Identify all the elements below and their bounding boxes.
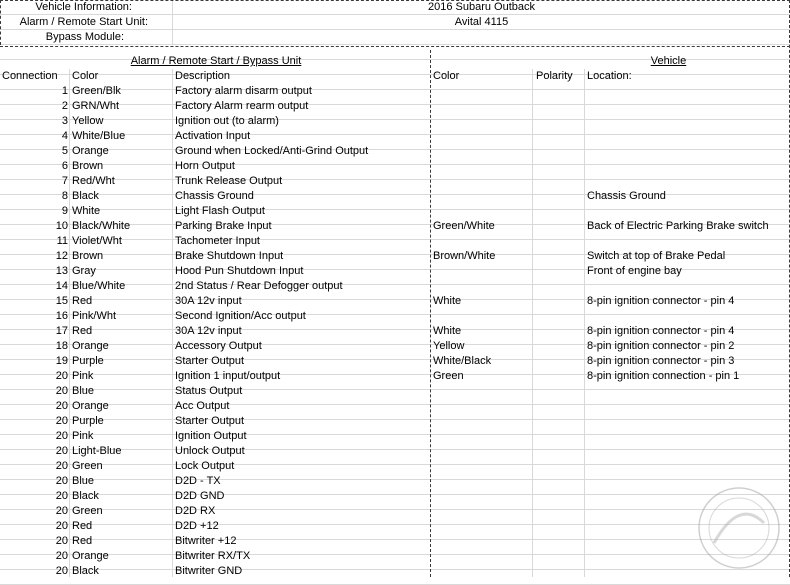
cell-location[interactable]: [587, 99, 787, 114]
cell-polarity[interactable]: [536, 189, 584, 204]
cell-location[interactable]: [587, 234, 787, 249]
cell-vehicle-color[interactable]: [433, 429, 531, 444]
cell-description[interactable]: Bitwriter RX/TX: [175, 550, 251, 562]
col-header-location: Location:: [587, 70, 632, 82]
cell-color[interactable]: Black/White: [72, 220, 131, 232]
cell-location[interactable]: Front of engine bay: [587, 265, 682, 277]
column-gridline: [69, 69, 70, 577]
cell-location[interactable]: Switch at top of Brake Pedal: [587, 250, 726, 262]
cell-location[interactable]: [587, 114, 787, 129]
cell-polarity[interactable]: [536, 249, 584, 264]
cell-location[interactable]: [587, 204, 787, 219]
cell-connection[interactable]: 5: [61, 145, 68, 157]
cell-color[interactable]: Brown: [72, 250, 104, 262]
cell-polarity[interactable]: [536, 324, 584, 339]
cell-color[interactable]: Orange: [72, 550, 109, 562]
cell-description[interactable]: D2D - TX: [175, 475, 221, 487]
cell-description[interactable]: Parking Brake Input: [175, 220, 272, 232]
cell-color[interactable]: Red: [72, 535, 93, 547]
cell-location[interactable]: [587, 414, 787, 429]
cell-color[interactable]: Green: [72, 505, 103, 517]
cell-polarity[interactable]: [536, 339, 584, 354]
cell-description[interactable]: 30A 12v input: [175, 325, 242, 337]
cell-connection[interactable]: 10: [55, 220, 68, 232]
cell-connection[interactable]: 8: [61, 190, 68, 202]
column-gridline: [584, 69, 585, 577]
cell-color[interactable]: Pink: [72, 430, 94, 442]
cell-polarity[interactable]: [536, 84, 584, 99]
cell-description[interactable]: Brake Shutdown Input: [175, 250, 284, 262]
cell-connection[interactable]: 13: [55, 265, 68, 277]
cell-location[interactable]: [587, 84, 787, 99]
cell-polarity[interactable]: [536, 399, 584, 414]
cell-description[interactable]: Trunk Release Output: [175, 175, 283, 187]
col-header-vehicle-color: Color: [433, 70, 460, 82]
col-header-description: Description: [175, 70, 231, 82]
cell-vehicle-color[interactable]: [433, 189, 531, 204]
cell-vehicle-color[interactable]: [433, 99, 531, 114]
cell-polarity[interactable]: [536, 534, 584, 549]
cell-vehicle-color[interactable]: Green: [433, 370, 464, 382]
cell-connection[interactable]: 20: [55, 370, 68, 382]
cell-color[interactable]: Orange: [72, 400, 109, 412]
vehicle-info-value[interactable]: 2016 Subaru Outback: [427, 1, 536, 13]
cell-vehicle-color[interactable]: Green/White: [433, 220, 495, 232]
cell-vehicle-color[interactable]: [433, 264, 531, 279]
cell-polarity[interactable]: [536, 264, 584, 279]
cell-polarity[interactable]: [536, 429, 584, 444]
cell-vehicle-color[interactable]: Brown/White: [433, 250, 496, 262]
cell-description[interactable]: Bitwriter GND: [175, 565, 243, 577]
cell-location[interactable]: Back of Electric Parking Brake switch: [587, 220, 769, 232]
cell-connection[interactable]: 14: [55, 280, 68, 292]
cell-connection[interactable]: 17: [55, 325, 68, 337]
alarm-unit-label: Alarm / Remote Start Unit:: [19, 16, 148, 28]
cell-description[interactable]: Hood Pun Shutdown Input: [175, 265, 304, 277]
cell-color[interactable]: Light-Blue: [72, 445, 122, 457]
cell-color[interactable]: Pink: [72, 370, 94, 382]
cell-description[interactable]: Ignition out (to alarm): [175, 115, 279, 127]
column-gridline: [532, 69, 533, 577]
cell-vehicle-color[interactable]: [433, 444, 531, 459]
cell-connection[interactable]: 20: [55, 430, 68, 442]
cell-description[interactable]: Lock Output: [175, 460, 235, 472]
cell-connection[interactable]: 20: [55, 535, 68, 547]
cell-color[interactable]: GRN/Wht: [72, 100, 120, 112]
cell-connection[interactable]: 20: [55, 475, 68, 487]
cell-description[interactable]: Unlock Output: [175, 445, 245, 457]
cell-color[interactable]: Purple: [72, 415, 104, 427]
dashed-border: [0, 46, 790, 47]
cell-color[interactable]: Red/Wht: [72, 175, 115, 187]
section-title-unit: Alarm / Remote Start / Bypass Unit: [130, 55, 302, 67]
cell-color[interactable]: Green/Blk: [72, 85, 121, 97]
col-header-connection: Connection: [2, 70, 58, 82]
cell-polarity[interactable]: [536, 444, 584, 459]
cell-description[interactable]: D2D GND: [175, 490, 225, 502]
cell-color[interactable]: Red: [72, 520, 93, 532]
col-header-color: Color: [72, 70, 99, 82]
cell-polarity[interactable]: [536, 114, 584, 129]
cell-vehicle-color[interactable]: [433, 174, 531, 189]
cell-vehicle-color[interactable]: Yellow: [433, 340, 465, 352]
cell-description[interactable]: Ignition 1 input/output: [175, 370, 281, 382]
cell-connection[interactable]: 4: [61, 130, 68, 142]
cell-polarity[interactable]: [536, 459, 584, 474]
cell-location[interactable]: [587, 429, 787, 444]
cell-vehicle-color[interactable]: [433, 114, 531, 129]
cell-color[interactable]: Black: [72, 190, 99, 202]
cell-location[interactable]: [587, 459, 787, 474]
cell-vehicle-color[interactable]: [433, 309, 531, 324]
section-title-vehicle: Vehicle: [650, 55, 687, 67]
cell-connection[interactable]: 20: [55, 505, 68, 517]
cell-polarity[interactable]: [536, 309, 584, 324]
cell-vehicle-color[interactable]: [433, 414, 531, 429]
cell-location[interactable]: [587, 279, 787, 294]
cell-polarity[interactable]: [536, 99, 584, 114]
cell-color[interactable]: Black: [72, 490, 99, 502]
cell-description[interactable]: Light Flash Output: [175, 205, 265, 217]
cell-polarity[interactable]: [536, 504, 584, 519]
cell-polarity[interactable]: [536, 414, 584, 429]
cell-polarity[interactable]: [536, 144, 584, 159]
cell-polarity[interactable]: [536, 489, 584, 504]
cell-color[interactable]: Orange: [72, 340, 109, 352]
cell-description[interactable]: 30A 12v input: [175, 295, 242, 307]
cell-vehicle-color[interactable]: [433, 489, 531, 504]
cell-location[interactable]: [587, 444, 787, 459]
cell-description[interactable]: Acc Output: [175, 400, 230, 412]
cell-vehicle-color[interactable]: [433, 504, 531, 519]
cell-vehicle-color[interactable]: [433, 459, 531, 474]
cell-connection[interactable]: 7: [61, 175, 68, 187]
cell-color[interactable]: Blue/White: [72, 280, 126, 292]
cell-description[interactable]: D2D +12: [175, 520, 219, 532]
cell-color[interactable]: Brown: [72, 160, 104, 172]
cell-color[interactable]: Pink/Wht: [72, 310, 117, 322]
cell-polarity[interactable]: [536, 294, 584, 309]
watermark-seal: [694, 483, 784, 573]
cell-connection[interactable]: 12: [55, 250, 68, 262]
cell-location[interactable]: 8-pin ignition connector - pin 2: [587, 340, 735, 352]
cell-description[interactable]: Horn Output: [175, 160, 235, 172]
bypass-module-value[interactable]: [173, 30, 790, 45]
cell-vehicle-color[interactable]: [433, 279, 531, 294]
cell-connection[interactable]: 20: [55, 490, 68, 502]
cell-color[interactable]: Red: [72, 325, 93, 337]
dashed-border: [0, 0, 1, 45]
cell-connection[interactable]: 20: [55, 520, 68, 532]
cell-vehicle-color[interactable]: [433, 204, 531, 219]
cell-color[interactable]: Gray: [72, 265, 96, 277]
cell-polarity[interactable]: [536, 129, 584, 144]
cell-description[interactable]: Starter Output: [175, 415, 245, 427]
cell-vehicle-color[interactable]: White: [433, 295, 462, 307]
cell-polarity[interactable]: [536, 519, 584, 534]
cell-color[interactable]: Blue: [72, 385, 95, 397]
cell-vehicle-color[interactable]: [433, 234, 531, 249]
cell-location[interactable]: [587, 144, 787, 159]
cell-location[interactable]: 8-pin ignition connector - pin 3: [587, 355, 735, 367]
cell-color[interactable]: White/Blue: [72, 130, 126, 142]
cell-vehicle-color[interactable]: [433, 129, 531, 144]
cell-connection[interactable]: 16: [55, 310, 68, 322]
cell-connection[interactable]: 1: [61, 85, 68, 97]
cell-description[interactable]: 2nd Status / Rear Defogger output: [175, 280, 343, 292]
cell-location[interactable]: [587, 174, 787, 189]
cell-connection[interactable]: 20: [55, 460, 68, 472]
cell-vehicle-color[interactable]: [433, 399, 531, 414]
cell-description[interactable]: Tachometer Input: [175, 235, 260, 247]
cell-location[interactable]: 8-pin ignition connector - pin 4: [587, 295, 735, 307]
cell-connection[interactable]: 11: [56, 235, 68, 247]
cell-location[interactable]: [587, 159, 787, 174]
cell-connection[interactable]: 15: [55, 295, 68, 307]
cell-color[interactable]: Green: [72, 460, 103, 472]
cell-polarity[interactable]: [536, 279, 584, 294]
cell-polarity[interactable]: [536, 549, 584, 564]
cell-connection[interactable]: 19: [55, 355, 68, 367]
cell-connection[interactable]: 3: [61, 115, 68, 127]
cell-color[interactable]: Black: [72, 565, 99, 577]
cell-connection[interactable]: 20: [55, 445, 68, 457]
cell-description[interactable]: Starter Output: [175, 355, 245, 367]
cell-polarity[interactable]: [536, 174, 584, 189]
cell-connection[interactable]: 20: [55, 415, 68, 427]
alarm-unit-value[interactable]: Avital 4115: [454, 16, 509, 28]
cell-connection[interactable]: 2: [61, 100, 68, 112]
cell-vehicle-color[interactable]: [433, 534, 531, 549]
vehicle-info-label: Vehicle Information:: [35, 1, 132, 13]
cell-polarity[interactable]: [536, 474, 584, 489]
cell-polarity[interactable]: [536, 219, 584, 234]
cell-polarity[interactable]: [536, 354, 584, 369]
cell-location[interactable]: 8-pin ignition connector - pin 4: [587, 325, 735, 337]
cell-connection[interactable]: 6: [61, 160, 68, 172]
cell-connection[interactable]: 20: [55, 565, 68, 577]
cell-vehicle-color[interactable]: White: [433, 325, 462, 337]
cell-vehicle-color[interactable]: [433, 84, 531, 99]
cell-description[interactable]: Ground when Locked/Anti-Grind Output: [175, 145, 369, 157]
cell-color[interactable]: Yellow: [72, 115, 104, 127]
cell-description[interactable]: Factory alarm disarm output: [175, 85, 312, 97]
cell-vehicle-color[interactable]: [433, 549, 531, 564]
cell-connection[interactable]: 20: [55, 400, 68, 412]
cell-polarity[interactable]: [536, 159, 584, 174]
cell-vehicle-color[interactable]: White/Black: [433, 355, 492, 367]
col-header-polarity: Polarity: [536, 70, 573, 82]
bypass-module-label: Bypass Module:: [45, 31, 124, 43]
cell-color[interactable]: Blue: [72, 475, 95, 487]
cell-description[interactable]: D2D RX: [175, 505, 216, 517]
cell-location[interactable]: [587, 399, 787, 414]
cell-description[interactable]: Factory Alarm rearm output: [175, 100, 309, 112]
cell-description[interactable]: Second Ignition/Acc output: [175, 310, 306, 322]
column-gridline: [172, 69, 173, 577]
cell-vehicle-color[interactable]: [433, 474, 531, 489]
cell-color[interactable]: Purple: [72, 355, 104, 367]
cell-color[interactable]: Red: [72, 295, 93, 307]
cell-location[interactable]: [587, 309, 787, 324]
cell-color[interactable]: Violet/Wht: [72, 235, 122, 247]
cell-polarity[interactable]: [536, 234, 584, 249]
cell-connection[interactable]: 18: [55, 340, 68, 352]
cell-connection[interactable]: 9: [61, 205, 68, 217]
cell-description[interactable]: Ignition Output: [175, 430, 247, 442]
cell-location[interactable]: [587, 129, 787, 144]
cell-connection[interactable]: 20: [55, 385, 68, 397]
cell-polarity[interactable]: [536, 204, 584, 219]
cell-location[interactable]: 8-pin ignition connection - pin 1: [587, 370, 740, 382]
cell-description[interactable]: Bitwriter +12: [175, 535, 237, 547]
cell-connection[interactable]: 20: [55, 550, 68, 562]
cell-description[interactable]: Accessory Output: [175, 340, 262, 352]
cell-description[interactable]: Chassis Ground: [175, 190, 254, 202]
cell-location[interactable]: Chassis Ground: [587, 190, 666, 202]
cell-color[interactable]: Orange: [72, 145, 109, 157]
dashed-border: [430, 50, 431, 577]
cell-polarity[interactable]: [536, 384, 584, 399]
cell-location[interactable]: [587, 384, 787, 399]
cell-color[interactable]: White: [72, 205, 101, 217]
cell-vehicle-color[interactable]: [433, 384, 531, 399]
cell-polarity[interactable]: [536, 369, 584, 384]
cell-description[interactable]: Status Output: [175, 385, 243, 397]
cell-description[interactable]: Activation Input: [175, 130, 251, 142]
cell-vehicle-color[interactable]: [433, 519, 531, 534]
cell-vehicle-color[interactable]: [433, 144, 531, 159]
cell-vehicle-color[interactable]: [433, 159, 531, 174]
